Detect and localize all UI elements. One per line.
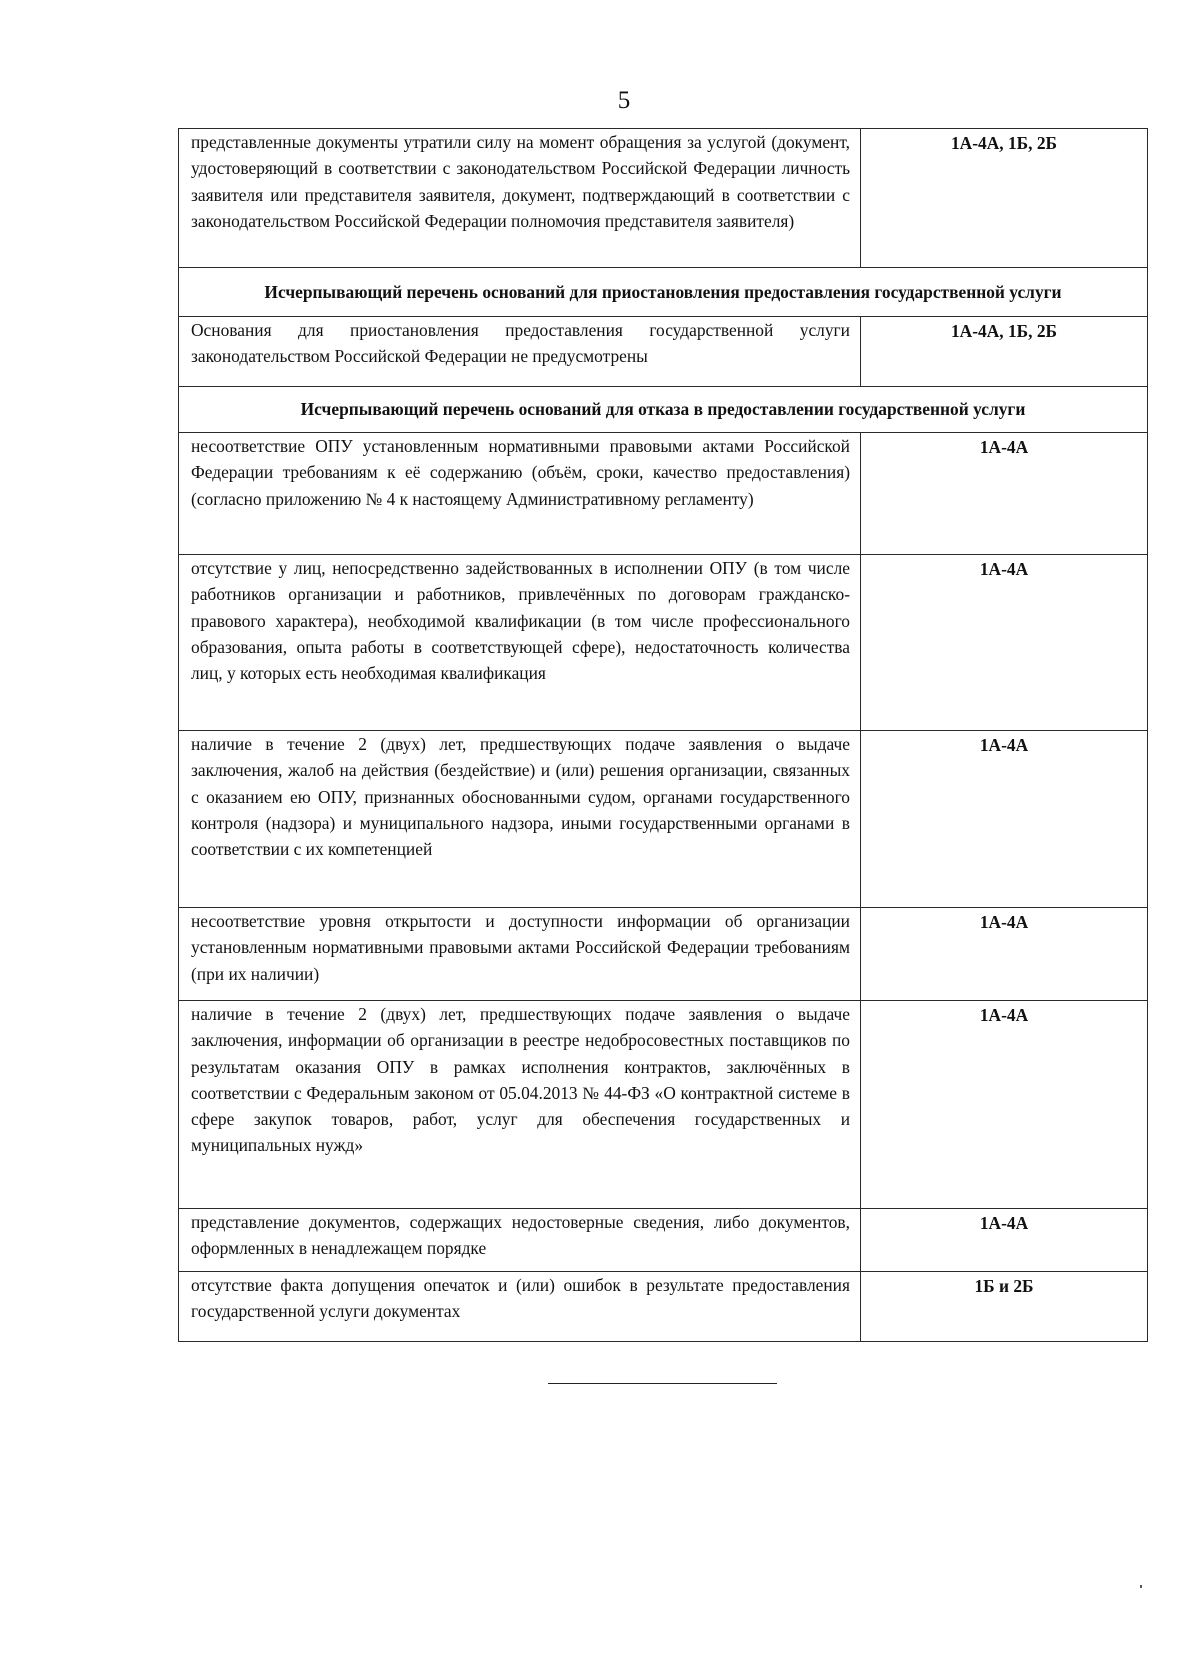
section-heading-refusal: Исчерпывающий перечень оснований для отказа в предоставлении государственной услуги [179,387,1148,433]
applicability-code: 1Б и 2Б [861,1272,1148,1342]
grounds-text: несоответствие ОПУ установленным нормативными правовыми актами Российской Федерации требованиям к её содержанию (объём, сроки, качество предоставления) (согласно приложению № 4 к настоящему Административному регламенту) [179,433,861,555]
table-row [179,1001,1148,1209]
applicability-code: 1А-4А [861,1001,1148,1209]
grounds-table [178,128,1148,1342]
table-row [179,1209,1148,1272]
applicability-code: 1А-4А, 1Б, 2Б [861,129,1148,268]
applicability-code: 1А-4А, 1Б, 2Б [861,317,1148,387]
grounds-text: отсутствие у лиц, непосредственно задействованных в исполнении ОПУ (в том числе работников организации и работников, привлечённых по договорам гражданско-правового характера), необходимой квалификации (в том числе профессионального образования, опыта работы в соответствующей сфере), недостаточность количества лиц, у которых есть необходимая квалификация [179,555,861,731]
footer-divider [548,1383,777,1384]
applicability-code: 1А-4А [861,433,1148,555]
table-row [179,1272,1148,1342]
grounds-text: отсутствие факта допущения опечаток и (или) ошибок в результате предоставления государственной услуги документах [179,1272,861,1342]
section-heading-row [179,387,1148,433]
grounds-text: наличие в течение 2 (двух) лет, предшествующих подаче заявления о выдаче заключения, информации об организации в реестре недобросовестных поставщиков по результатам оказания ОПУ в рамках исполнения контрактов, заключённых в соответствии с Федеральным законом от 05.04.2013 № 44-ФЗ «О контрактной системе в сфере закупок товаров, работ, услуг для обеспечения государственных и муниципальных нужд» [179,1001,861,1209]
table-row [179,731,1148,908]
section-heading-suspension: Исчерпывающий перечень оснований для приостановления предоставления государственной услуги [179,268,1148,317]
applicability-code: 1А-4А [861,555,1148,731]
grounds-text: наличие в течение 2 (двух) лет, предшествующих подаче заявления о выдаче заключения, жалоб на действия (бездействие) и (или) решения организации, связанных с оказанием ею ОПУ, признанных обоснованными судом, органами государственного контроля (надзора) и муниципального надзора, иными государственными органами в соответствии с их компетенцией [179,731,861,908]
applicability-code: 1А-4А [861,1209,1148,1272]
grounds-text: представленные документы утратили силу на момент обращения за услугой (документ, удостоверяющий в соответствии с законодательством Российской Федерации личность заявителя или представителя заявителя, документ, подтверждающий в соответствии с законодательством Российской Федерации полномочия представителя заявителя) [179,129,861,268]
table-row [179,433,1148,555]
grounds-text: представление документов, содержащих недостоверные сведения, либо документов, оформленных в ненадлежащем порядке [179,1209,861,1272]
table-row [179,317,1148,387]
section-heading-row [179,268,1148,317]
grounds-text: несоответствие уровня открытости и доступности информации об организации установленным нормативными правовыми актами Российской Федерации требованиям (при их наличии) [179,908,861,1001]
applicability-code: 1А-4А [861,908,1148,1001]
page-number: 5 [617,87,631,114]
table-row [179,908,1148,1001]
applicability-code: 1А-4А [861,731,1148,908]
grounds-text: Основания для приостановления предоставления государственной услуги законодательством Российской Федерации не предусмотрены [179,317,861,387]
table-row [179,555,1148,731]
scan-artifact [1140,1585,1142,1588]
table-row [179,129,1148,268]
